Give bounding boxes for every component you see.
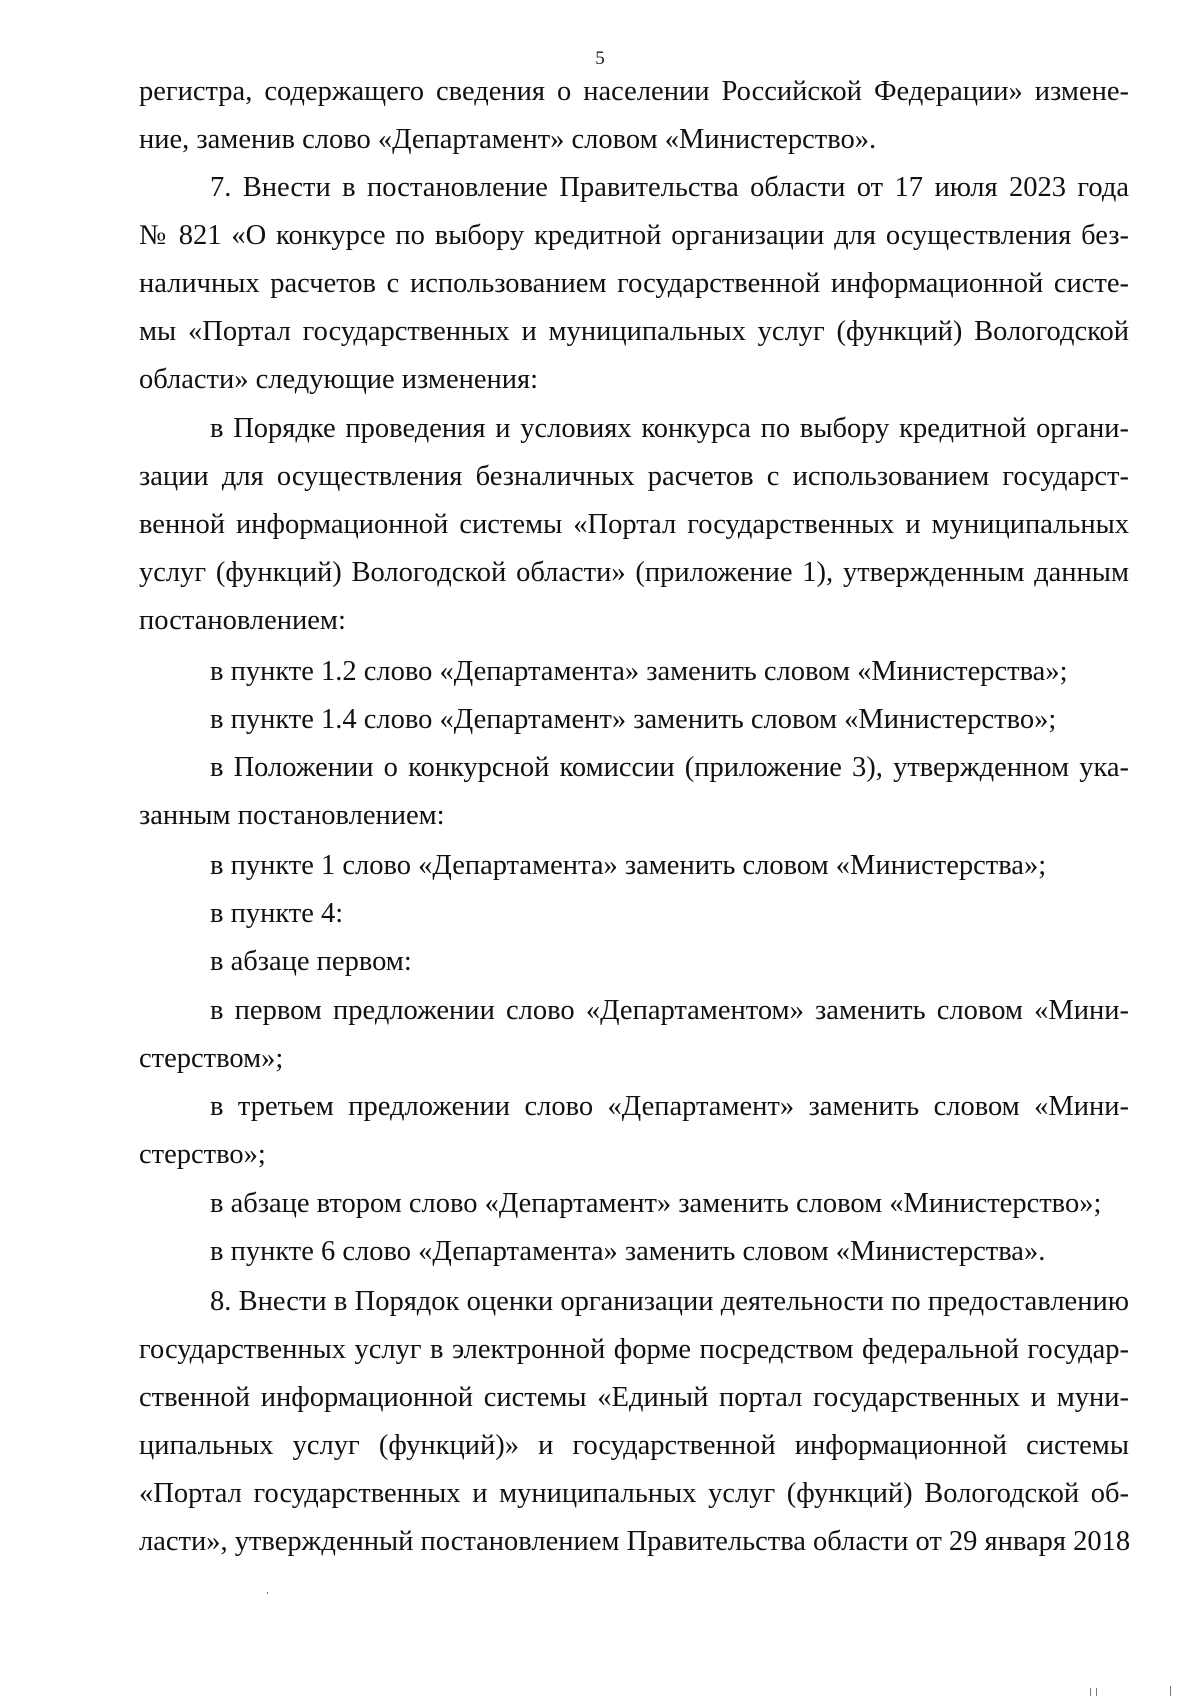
text-line: ственной информационной системы «Единый портал государственных и муни- (139, 1382, 1129, 1413)
scan-speck (267, 1592, 268, 1594)
text-line: в первом предложении слово «Департаментом» заменить словом «Мини- (210, 995, 1129, 1026)
page-number: 5 (595, 48, 605, 69)
scan-speck (1090, 1688, 1091, 1696)
text-line: области» следующие изменения: (139, 364, 539, 395)
text-line: в третьем предложении слово «Департамент» заменить словом «Мини- (210, 1091, 1129, 1122)
text-line: услуг (функций) Вологодской области» (приложение 1), утвержденным данным (139, 557, 1129, 588)
text-line: № 821 «О конкурсе по выбору кредитной организации для осуществления без- (139, 220, 1129, 251)
text-line: стерством»; (139, 1043, 284, 1074)
text-line: ние, заменив слово «Департамент» словом «Министерство». (139, 124, 877, 155)
text-line: в пункте 1.2 слово «Департамента» заменить словом «Министерства»; (210, 656, 1068, 687)
text-line: занным постановлением: (139, 800, 445, 831)
text-line: в Положении о конкурсной комиссии (приложение 3), утвержденном ука- (210, 752, 1129, 783)
text-line: в пункте 4: (210, 898, 344, 929)
text-line: мы «Портал государственных и муниципальных услуг (функций) Вологодской (139, 316, 1129, 347)
text-line: стерство»; (139, 1139, 266, 1170)
scan-speck (1170, 1686, 1171, 1696)
text-line: постановлением: (139, 605, 346, 636)
text-line: в пункте 6 слово «Департамента» заменить словом «Министерства». (210, 1236, 1046, 1267)
text-line: «Портал государственных и муниципальных услуг (функций) Вологодской об- (139, 1478, 1129, 1509)
text-line: зации для осуществления безналичных расчетов с использованием государст- (139, 461, 1129, 492)
text-line: ципальных услуг (функций)» и государственной информационной системы (139, 1430, 1129, 1461)
text-line: венной информационной системы «Портал государственных и муниципальных (139, 509, 1129, 540)
text-line: в абзаце втором слово «Департамент» заменить словом «Министерство»; (210, 1188, 1102, 1219)
text-line: регистра, содержащего сведения о населении Российской Федерации» измене- (139, 76, 1129, 107)
text-line: 8. Внести в Порядок оценки организации деятельности по предоставлению (210, 1286, 1129, 1317)
text-line: в пункте 1.4 слово «Департамент» заменить словом «Министерство»; (210, 704, 1057, 735)
text-line: в пункте 1 слово «Департамента» заменить словом «Министерства»; (210, 850, 1047, 881)
text-line: государственных услуг в электронной форме посредством федеральной государ- (139, 1334, 1129, 1365)
text-line: в Порядке проведения и условиях конкурса по выбору кредитной органи- (210, 413, 1129, 444)
text-line: наличных расчетов с использованием государственной информационной систе- (139, 268, 1129, 299)
scan-speck (1096, 1688, 1097, 1696)
text-line: ласти», утвержденный постановлением Правительства области от 29 января 2018 (139, 1526, 1131, 1557)
text-line: в абзаце первом: (210, 946, 412, 977)
text-line: 7. Внести в постановление Правительства области от 17 июля 2023 года (210, 172, 1129, 203)
